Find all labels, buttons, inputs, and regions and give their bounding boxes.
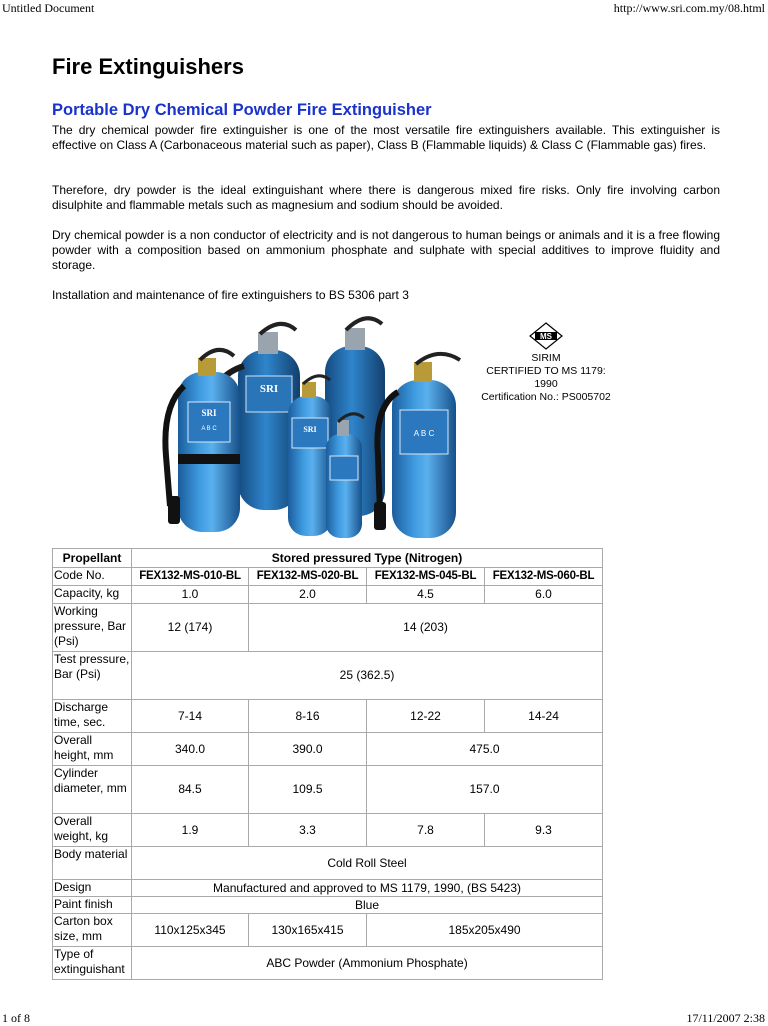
brand-label: SRI <box>259 383 279 395</box>
cert-number: Certification No.: PS005702 <box>481 391 611 403</box>
discharge-label: Discharge time, sec. <box>53 700 132 733</box>
working-pressure-cell: 14 (203) <box>249 604 603 652</box>
composition-paragraph: Dry chemical powder is a non conductor of electricity and is not dangerous to human beings or animals and it is a free flowing powder with a composition based on ammonium phosphate and sulphate with special additives to improve fluidity and storage. <box>52 228 720 272</box>
table-row <box>53 947 603 980</box>
type-cell: ABC Powder (Ammonium Phosphate) <box>132 947 603 980</box>
table-row <box>53 733 603 766</box>
ms-certification-logo <box>529 322 563 350</box>
table-row <box>53 847 603 880</box>
height-cell: 390.0 <box>249 733 367 766</box>
specification-table <box>52 548 603 980</box>
carton-cell: 110x125x345 <box>132 914 249 947</box>
capacity-cell: 2.0 <box>249 586 367 604</box>
table-row <box>53 700 603 733</box>
carton-cell: 185x205x490 <box>367 914 603 947</box>
code-cell: FEX132-MS-020-BL <box>249 568 367 586</box>
paint-cell: Blue <box>132 897 603 914</box>
weight-cell: 3.3 <box>249 814 367 847</box>
carton-label: Carton box size, mm <box>53 914 132 947</box>
diameter-cell: 157.0 <box>367 766 603 814</box>
working-pressure-cell: 12 (174) <box>132 604 249 652</box>
code-cell: FEX132-MS-010-BL <box>132 568 249 586</box>
propellant-label: Propellant <box>53 549 132 568</box>
fire-extinguishers-image <box>160 306 470 542</box>
table-row <box>53 549 603 568</box>
discharge-cell: 12-22 <box>367 700 485 733</box>
design-cell: Manufactured and approved to MS 1179, 1990, (BS 5423) <box>132 880 603 897</box>
code-cell: FEX132-MS-060-BL <box>485 568 603 586</box>
table-row <box>53 604 603 652</box>
table-row <box>53 766 603 814</box>
cert-line-standard: CERTIFIED TO MS 1179: <box>486 365 606 377</box>
diameter-cell: 84.5 <box>132 766 249 814</box>
table-row <box>53 914 603 947</box>
propellant-value: Stored pressured Type (Nitrogen) <box>132 549 603 568</box>
table-row <box>53 652 603 700</box>
capacity-cell: 1.0 <box>132 586 249 604</box>
height-label: Overall height, mm <box>53 733 132 766</box>
paint-label: Paint finish <box>53 897 132 914</box>
table-row <box>53 586 603 604</box>
test-pressure-label: Test pressure, Bar (Psi) <box>53 652 132 700</box>
test-pressure-cell: 25 (362.5) <box>132 652 603 700</box>
weight-label: Overall weight, kg <box>53 814 132 847</box>
capacity-cell: 4.5 <box>367 586 485 604</box>
table-row <box>53 568 603 586</box>
diameter-label: Cylinder diameter, mm <box>53 766 132 814</box>
weight-cell: 1.9 <box>132 814 249 847</box>
body-cell: Cold Roll Steel <box>132 847 603 880</box>
extinguisher-right <box>374 354 460 538</box>
installation-paragraph: Installation and maintenance of fire extinguishers to BS 5306 part 3 <box>52 288 409 302</box>
brand-label: SRI <box>201 408 217 418</box>
certification-block <box>476 322 616 404</box>
body-label: Body material <box>53 847 132 880</box>
extinguisher-front-left <box>165 350 240 532</box>
cert-line-sirim: SIRIM <box>531 352 561 364</box>
page-title: Fire Extinguishers <box>52 54 244 79</box>
brand-label: SRI <box>303 425 317 434</box>
table-row <box>53 880 603 897</box>
print-datetime: 17/11/2007 2:38 <box>686 1011 765 1025</box>
code-cell: FEX132-MS-045-BL <box>367 568 485 586</box>
height-cell: 475.0 <box>367 733 603 766</box>
weight-cell: 7.8 <box>367 814 485 847</box>
table-row <box>53 814 603 847</box>
ms-logo-text: MS <box>540 332 552 341</box>
carton-cell: 130x165x415 <box>249 914 367 947</box>
discharge-cell: 7-14 <box>132 700 249 733</box>
design-label: Design <box>53 880 132 897</box>
discharge-cell: 8-16 <box>249 700 367 733</box>
height-cell: 340.0 <box>132 733 249 766</box>
section-subtitle: Portable Dry Chemical Powder Fire Extinguisher <box>52 101 432 119</box>
weight-cell: 9.3 <box>485 814 603 847</box>
usage-paragraph: Therefore, dry powder is the ideal extinguishant where there is dangerous mixed fire risks. Only fire involving carbon disulphite and flammable metals such as magnesium and sodium should be avoided. <box>52 183 720 212</box>
capacity-label: Capacity, kg <box>53 586 132 604</box>
intro-paragraph: The dry chemical powder fire extinguisher is one of the most versatile fire extinguishers available. This extinguisher is effective on Class A (Carbonaceous material such as paper), Class B (Flammable liquids) & Class C (Flammable gas) fires. <box>52 123 720 152</box>
page-counter: 1 of 8 <box>2 1011 30 1025</box>
working-pressure-label: Working pressure, Bar (Psi) <box>53 604 132 652</box>
diameter-cell: 109.5 <box>249 766 367 814</box>
capacity-cell: 6.0 <box>485 586 603 604</box>
abc-badge: A B C <box>413 429 435 438</box>
abc-badge: A B C <box>201 426 217 432</box>
type-label: Type of extinguishant <box>53 947 132 980</box>
page-url: http://www.sri.com.my/08.html <box>613 1 765 15</box>
table-row <box>53 897 603 914</box>
cert-line-year: 1990 <box>534 378 558 390</box>
discharge-cell: 14-24 <box>485 700 603 733</box>
document-title: Untitled Document <box>2 1 95 15</box>
code-label: Code No. <box>53 568 132 586</box>
